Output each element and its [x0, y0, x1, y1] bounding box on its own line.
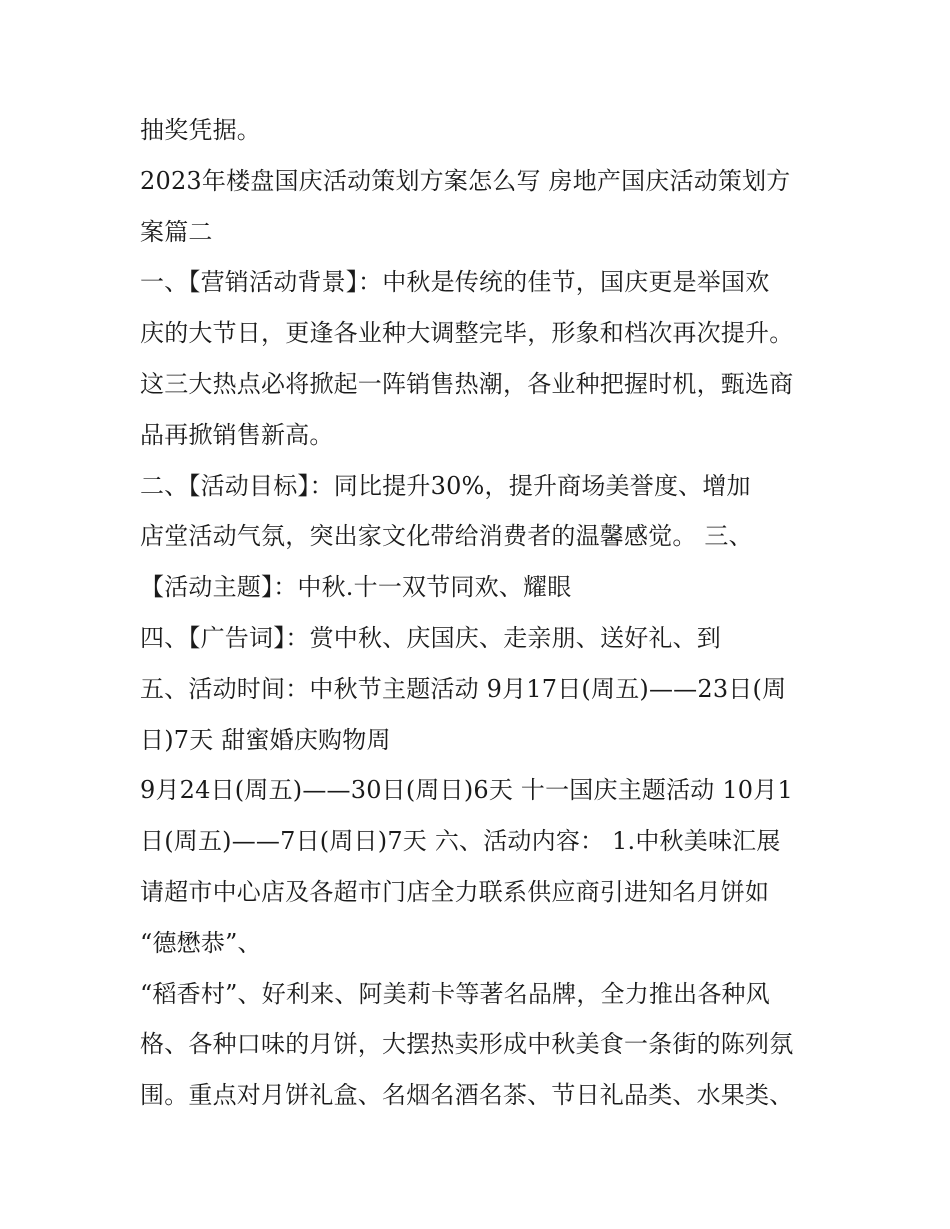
text-line: 2023年楼盘国庆活动策划方案怎么写 房地产国庆活动策划方 [140, 166, 791, 195]
text-line: 庆的大节日，更逢各业种大调整完毕，形象和档次再次提升。 [140, 319, 794, 348]
text-line: “稻香村”、好利来、阿美莉卡等著名品牌，全力推出各种风 [140, 979, 770, 1008]
text-line: 【活动主题】：中秋.十一双节同欢、耀眼 [140, 573, 572, 602]
text-line: 二、【活动目标】：同比提升30%，提升商场美誉度、增加 [140, 471, 751, 500]
text-line: 格、各种口味的月饼，大摆热卖形成中秋美食一条街的陈列氛 [140, 1030, 794, 1059]
text-line: 请超市中心店及各超市门店全力联系供应商引进知名月饼如 [140, 877, 770, 906]
text-line: 五、活动时间：中秋节主题活动 9月17日(周五)——23日(周 [140, 674, 787, 703]
text-line: 店堂活动气氛，突出家文化带给消费者的温馨感觉。 三、 [140, 522, 753, 551]
text-line: 案篇二 [140, 217, 213, 246]
text-line: 日)7天 甜蜜婚庆购物周 [140, 725, 391, 754]
text-line: 9月24日(周五)——30日(周日)6天 十一国庆主题活动 10月1 [140, 776, 793, 805]
text-line: 四、【广告词】：赏中秋、庆国庆、走亲朋、送好礼、到 [140, 623, 721, 652]
text-line: 一、【营销活动背景】：中秋是传统的佳节，国庆更是举国欢 [140, 268, 770, 297]
text-line: 这三大热点必将掀起一阵销售热潮，各业种把握时机，甄选商 [140, 369, 794, 398]
text-line: 抽奖凭据。 [140, 116, 261, 144]
text-line: 围。重点对月饼礼盒、名烟名酒名茶、节日礼品类、水果类、 [140, 1081, 794, 1110]
document-body [140, 105, 820, 1121]
text-line: 品再掀销售新高。 [140, 420, 334, 449]
text-line: “德懋恭”、 [140, 928, 262, 957]
text-line: 日(周五)——7日(周日)7天 六、活动内容： 1.中秋美味汇展 [140, 827, 781, 856]
